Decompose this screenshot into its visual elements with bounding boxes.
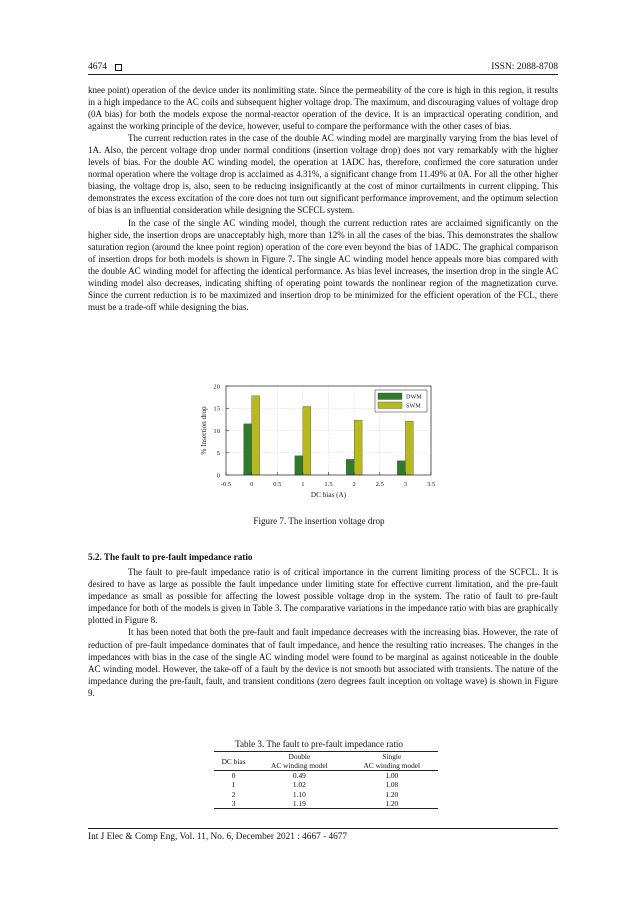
footer-rule [88, 828, 558, 829]
page-footer: Int J Elec & Comp Eng, Vol. 11, No. 6, December 2021 : 4667 - 4677 [88, 832, 348, 842]
table-cell: 1 [231, 780, 236, 790]
paragraph: The current reduction rates in the case of the double AC winding model are marginally varying from the bias level of 1A. Also, the percent voltage drop under normal conditions (insertion voltage drop) does not vary remarkably with the higher levels of bias. For the double AC winding model, the operation at 1ADC has, therefore, confirmed the core saturation under normal operation where the voltage drop is acclaimed as 4.31%, a significant change from 11.49% at 0A. For all the other higher biasing, the voltage drop is, also, seen to be reducing insignificantly at the cost of minor curtailments in current clipping. This demonstrates the excess excitation of the core does not turn out significant performance improvement, and the optimum selection of bias is an influential consideration while designing the SCFCL system. [88, 133, 558, 216]
bar-dwm [295, 456, 303, 475]
table-row [214, 790, 438, 799]
table-cell: 1.10 [292, 789, 306, 799]
x-tick-label: 0.5 [273, 481, 282, 488]
y-tick-label: 10 [213, 427, 220, 435]
bar-swm [252, 396, 260, 475]
bar-swm [303, 406, 311, 475]
bar-dwm [346, 459, 354, 475]
x-tick-label: 3.5 [426, 481, 436, 488]
legend-label-swm: SWM [406, 402, 421, 410]
y-tick-label: 20 [213, 383, 220, 391]
y-tick-label: 5 [216, 450, 220, 458]
paragraph: The fault to pre-fault impedance ratio is of critical importance in the current limiting process of the SCFCL. It is desired to have as large as possible the fault impedance under limiting state for effective current limitation, and the pre-fault impedance as small as possible for affecting the lowest possible voltage drop in the system. The ratio of fault to pre-fault impedance for both of the models is given in Table 3. The comparative variations in the impedance ratio with bias are graphically plotted in Figure 8. [88, 567, 558, 626]
y-tick-label: 0 [216, 472, 220, 480]
table-cell: 1.08 [385, 780, 399, 790]
col-header-dc-bias: DC bias [214, 752, 253, 771]
x-tick-label: 3 [403, 481, 408, 488]
table-cell: 3 [214, 799, 253, 809]
col-header-double-sub: AC winding model [253, 761, 345, 771]
x-tick-label: 2.5 [375, 481, 384, 488]
section-heading: 5.2. The fault to pre-fault impedance ratio [88, 552, 253, 562]
x-tick-label: -0.5 [220, 481, 232, 488]
table-cell: 1.02 [292, 780, 306, 790]
table-row [214, 771, 438, 781]
x-tick-label: 2 [352, 481, 356, 488]
table-caption: Table 3. The fault to pre-fault impedance ratio [235, 739, 403, 749]
col-header-double: Double [253, 752, 345, 762]
table-cell: 1.20 [385, 789, 399, 799]
legend-swatch-swm [378, 402, 402, 409]
table-row [214, 799, 438, 809]
table-cell: 1.19 [253, 799, 345, 809]
x-tick-label: 0 [249, 481, 254, 488]
y-axis-label: % Insertion drop [200, 406, 208, 455]
table-cell: 0.49 [292, 771, 306, 780]
table-cell: 0 [231, 771, 236, 780]
body-text-section [88, 566, 558, 699]
table-cell: 1.20 [346, 799, 438, 809]
paragraph: It has been noted that both the pre-fault and fault impedance decreases with the increasing bias. However, the rate of reduction of pre-fault impedance dominates that of fault impedance, and hence the resulting ratio increases. The changes in the impedances with bias in the case of the single AC winding model were found to be marginal as against noticeable in the double AC winding model. However, the take-off of a fault by the device is not smooth but associated with transients. The nature of the impedance during the pre-fault, fault, and transient conditions (zero degrees fault inception on voltage wave) is shown in Figure 9. [88, 627, 558, 698]
col-header-single: Single [346, 752, 438, 762]
paragraph: knee point) operation of the device under its nonlimiting state. Since the permeability of the core is high in this region, it results in a high impedance to the AC coils and subsequent higher voltage drop. The maximum, and discouraging values of voltage drop (0A bias) for both the models expose the normal-reactor operation of the device. It is an impractical operating condition, and against the working principle of the device, however, useful to compare the performance with the other cases of bias. [88, 85, 558, 132]
impedance-ratio-table [214, 751, 438, 809]
legend-label-dwm: DWM [406, 393, 422, 401]
table-cell: 1.00 [385, 771, 399, 780]
bar-dwm [244, 424, 252, 475]
bar-swm [354, 420, 362, 475]
col-header-single-sub: AC winding model [346, 761, 438, 771]
legend-swatch-dwm [378, 393, 402, 400]
bar-dwm [397, 461, 405, 475]
x-axis-label: DC bias (A) [310, 491, 347, 499]
table-row [214, 780, 438, 789]
bar-swm [405, 421, 413, 475]
y-tick-label: 15 [213, 405, 220, 413]
table-cell: 2 [231, 789, 236, 799]
figure-caption: Figure 7. The insertion voltage drop [253, 516, 385, 526]
paragraph: In the case of the single AC winding model, though the current reduction rates are acclaimed significantly on the higher side, the insertion drops are unacceptably high, more than 12% in all the cases of the bias. This demonstrates the shallow saturation region (around the knee point region) operation of the core even beyond the bias of 1ADC. The graphical comparison of insertion drops for both models is shown in Figure 7. The single AC winding model hence appeals more bias compared with the double AC winding model for affecting the identical performance. As bias level increases, the insertion drop in the single AC winding model also decreases, indicating shifting of operating point towards the nonlinear region of the magnetization curve. Since the current reduction is to be maximized and insertion drop to be minimized for the efficient operation of the FCL, there must be a trade-off while designing the bias. [88, 217, 558, 312]
x-tick-label: 1.5 [324, 481, 333, 488]
page-number: 4674 [88, 62, 107, 72]
issn: ISSN: 2088-8708 [491, 62, 558, 72]
x-tick-label: 1 [301, 481, 305, 488]
